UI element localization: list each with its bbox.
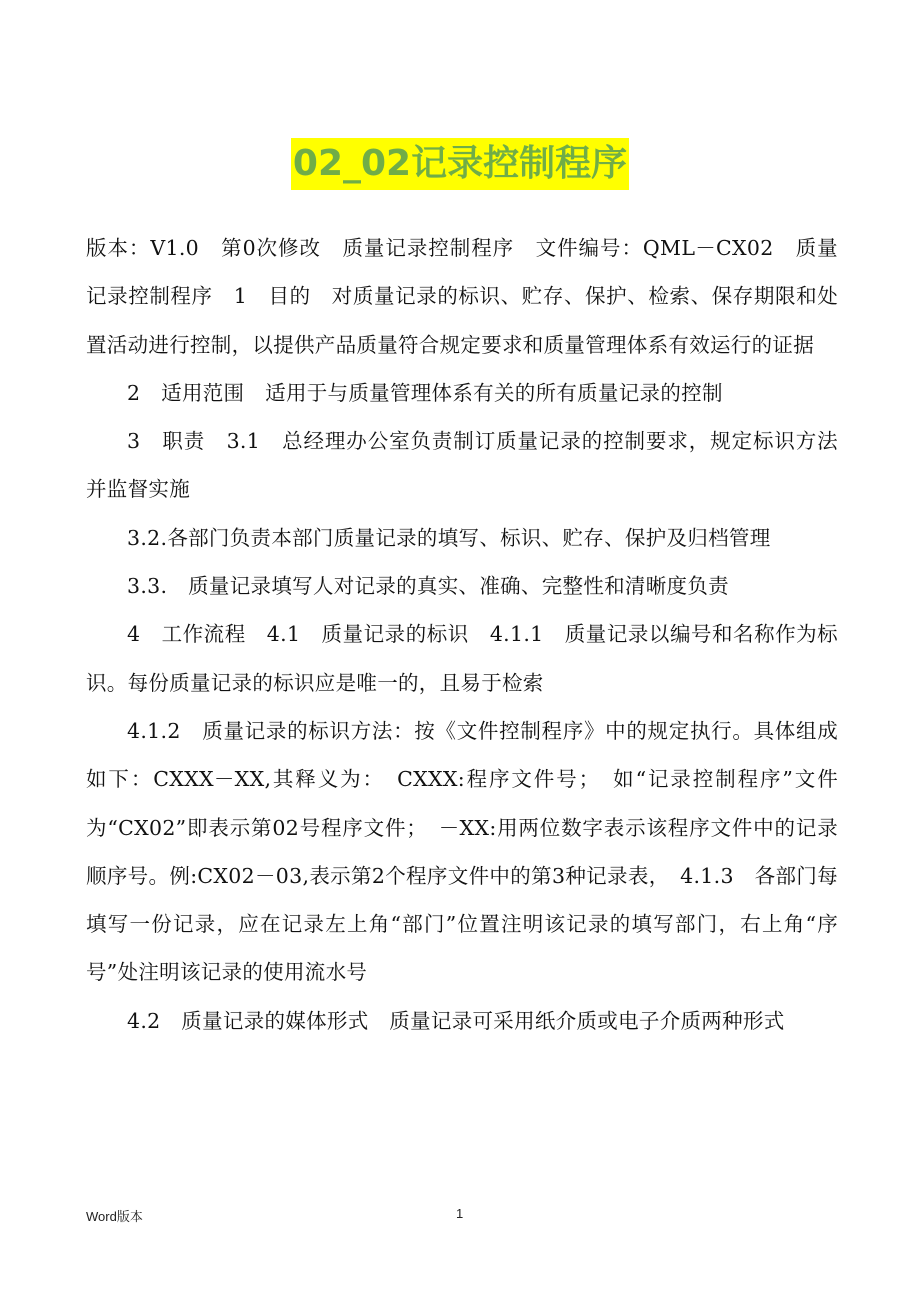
paragraph-3-3: 3.3. 质量记录填写人对记录的真实、准确、完整性和清晰度负责 — [127, 574, 729, 599]
paragraph-workflow: 4 工作流程 4.1 质量记录的标识 4.1.1 质量记录以编号和名称作为标识。每份质量记录的标识应是唯一的，且易于检索 — [86, 622, 838, 695]
document-body — [86, 224, 838, 1045]
paragraph-scope: 2 适用范围 适用于与质量管理体系有关的所有质量记录的控制 — [127, 380, 723, 405]
paragraph-3-2: 3.2.各部门负责本部门质量记录的填写、标识、贮存、保护及归档管理 — [127, 525, 771, 550]
paragraph-4-1-2: 4.1.2 质量记录的标识方法：按《文件控制程序》中的规定执行。具体组成如下：CXXX－XX,其释义为： CXXX:程序文件号； 如“记录控制程序”文件为“CX02”即表示第02号程序文件； －XX:用两位数字表示该程序文件中的记录顺序号。例:CX02－03,表示第2个程序文件中的第3种记录表， 4.1.3 各部门每填写一份记录，应在记录左上角“部门”位置注明该记录的填写部门，右上角“序号”处注明该记录的使用流水号 — [86, 718, 838, 985]
document-title: 02_02记录控制程序 — [291, 138, 629, 190]
paragraph-responsibility: 3 职责 3.1 总经理办公室负责制订质量记录的控制要求，规定标识方法并监督实施 — [86, 429, 838, 502]
paragraph-4-2: 4.2 质量记录的媒体形式 质量记录可采用纸介质或电子介质两种形式 — [127, 1008, 785, 1033]
title-container — [0, 138, 920, 190]
footer-label: Word版本 — [86, 1209, 143, 1224]
paragraph-intro: 版本：V1.0 第0次修改 质量记录控制程序 文件编号：QML－CX02 质量记录控制程序 1 目的 对质量记录的标识、贮存、保护、检索、保存期限和处置活动进行控制，以提供产品质量符合规定要求和质量管理体系有效运行的证据 — [86, 236, 838, 357]
page-number: 1 — [456, 1206, 464, 1221]
